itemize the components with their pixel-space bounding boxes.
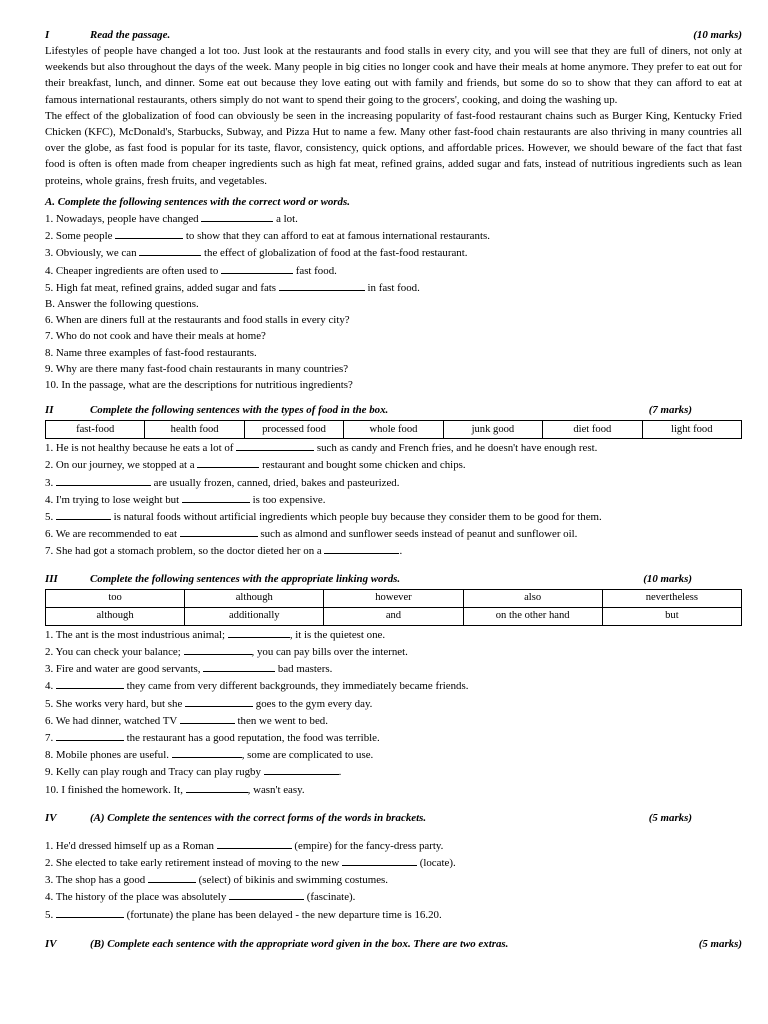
- question-text: 3.: [45, 476, 56, 489]
- question-text: 2. You can check your balance;: [45, 645, 184, 658]
- part-b-instruction: B. Answer the following questions.: [45, 298, 199, 311]
- box-word: whole food: [344, 421, 443, 439]
- section-2-list: [45, 439, 742, 559]
- question-item: [45, 906, 742, 923]
- question-text: 7.: [45, 731, 56, 744]
- section-number: III: [45, 572, 58, 585]
- question-item: 8. Name three examples of fast-food restaurants.: [45, 346, 257, 359]
- question-text: .: [338, 766, 342, 779]
- question-text: 4. I'm trying to lose weight but: [45, 493, 182, 506]
- answer-blank[interactable]: [180, 525, 258, 537]
- section-2-header: [45, 402, 742, 418]
- food-type-box: [45, 420, 742, 439]
- box-word: nevertheless: [602, 589, 741, 607]
- box-word: light food: [642, 421, 741, 439]
- question-text: 5.: [45, 511, 56, 524]
- question-item: [45, 763, 742, 780]
- question-text: 8. Mobile phones are useful.: [45, 749, 172, 762]
- question-text: 1. The ant is the most industrious animal;: [45, 628, 228, 641]
- question-item: [45, 677, 742, 694]
- question-text: 6. We are recommended to eat: [45, 528, 180, 541]
- question-text: , it is the quietest one.: [289, 628, 386, 641]
- answer-blank[interactable]: [279, 279, 365, 291]
- box-word: fast-food: [46, 421, 145, 439]
- question-item: [45, 262, 742, 279]
- section-title: (A) Complete the sentences with the correct forms of the words in brackets.: [90, 811, 427, 824]
- question-item: 10. In the passage, what are the descriptions for nutritious ingredients?: [45, 379, 353, 392]
- answer-blank[interactable]: [324, 542, 399, 554]
- question-text: fast food.: [293, 264, 337, 277]
- section-number: II: [45, 404, 54, 417]
- question-item: [45, 474, 742, 491]
- answer-blank[interactable]: [217, 837, 292, 849]
- question-item: [45, 837, 742, 854]
- answer-blank[interactable]: [184, 643, 252, 655]
- question-text: 2. On our journey, we stopped at a: [45, 459, 198, 472]
- question-item: [45, 279, 742, 296]
- answer-blank[interactable]: [182, 491, 250, 503]
- question-item: [45, 712, 742, 729]
- answer-blank[interactable]: [185, 695, 253, 707]
- question-text: (empire) for the fancy-dress party.: [291, 839, 444, 852]
- question-text: 5.: [45, 908, 56, 921]
- section-4a-list: [45, 837, 742, 923]
- question-text: bad masters.: [275, 663, 333, 676]
- question-text: , some are complicated to use.: [241, 749, 374, 762]
- answer-blank[interactable]: [264, 763, 339, 775]
- question-text: (locate).: [416, 856, 456, 869]
- answer-blank[interactable]: [56, 474, 151, 486]
- answer-blank[interactable]: [56, 729, 124, 741]
- question-item: [45, 643, 742, 660]
- answer-blank[interactable]: [201, 210, 273, 222]
- answer-blank[interactable]: [148, 871, 196, 883]
- question-item: [45, 456, 742, 473]
- box-word: too: [46, 589, 185, 607]
- box-word: on the other hand: [463, 607, 602, 625]
- section-4b-header: [45, 936, 742, 952]
- section-1-header: [45, 27, 742, 43]
- question-item: [45, 871, 742, 888]
- answer-blank[interactable]: [236, 439, 314, 451]
- section-marks: (5 marks): [648, 811, 692, 824]
- section-title: Complete the following sentences with the types of food in the box.: [90, 404, 389, 417]
- question-text: .: [399, 545, 403, 558]
- question-text: the effect of globalization of food at the fast-food restaurant.: [201, 247, 468, 260]
- question-text: 3. Fire and water are good servants,: [45, 663, 204, 676]
- section-marks: (7 marks): [648, 404, 692, 417]
- question-text: 2. Some people: [45, 230, 116, 243]
- question-item: [45, 781, 742, 798]
- question-text: 10. I finished the homework. It,: [45, 783, 186, 796]
- section-number: IV: [45, 811, 57, 824]
- part-b-list: [45, 312, 742, 393]
- box-word: although: [185, 589, 324, 607]
- section-number: I: [45, 29, 50, 41]
- question-item: [45, 491, 742, 508]
- question-text: is natural foods without artificial ingredients which people buy because they consider them to be good for them.: [110, 511, 602, 524]
- answer-blank[interactable]: [342, 854, 417, 866]
- box-word: processed food: [244, 421, 343, 439]
- question-text: 6. We had dinner, watched TV: [45, 714, 180, 727]
- box-word: although: [46, 607, 185, 625]
- part-a-instruction: A. Complete the following sentences with the correct word or words.: [45, 195, 350, 208]
- question-text: 9. Kelly can play rough and Tracy can play rugby: [45, 766, 264, 779]
- question-text: 2. She elected to take early retirement instead of moving to the new: [45, 856, 342, 869]
- question-text: such as candy and French fries, and he doesn't have enough rest.: [314, 442, 598, 455]
- section-number: IV: [45, 937, 57, 950]
- question-text: , you can pay bills over the internet.: [251, 645, 408, 658]
- question-text: restaurant and bought some chicken and chips.: [259, 459, 466, 472]
- question-text: 5. High fat meat, refined grains, added sugar and fats: [45, 281, 279, 294]
- question-text: 7. She had got a stomach problem, so the doctor dieted her on a: [45, 545, 325, 558]
- answer-blank[interactable]: [56, 677, 124, 689]
- answer-blank[interactable]: [186, 781, 248, 793]
- section-title: (B) Complete each sentence with the appropriate word given in the box. There are two extras.: [90, 937, 509, 950]
- answer-blank[interactable]: [203, 660, 275, 672]
- passage-paragraph-1: Lifestyles of people have changed a lot too. Just look at the restaurants and food stalls in every city, and you will see that they are full of diners, not only at weekends but also throughout the days of the week. Many people in big cities no longer cook and have their meals at home anymore. They prefer to eat out for their breakfast, lunch, and dinner. Some eat out because they love eating out with family and friends, but some do so to show that they can afford to eat at famous international restaurants, others simply do not want to spend their going to the grocers', cooking, and doing the washing up.: [45, 45, 742, 106]
- worksheet: [45, 27, 742, 952]
- question-text: (select) of bikinis and swimming costumes.: [195, 874, 389, 887]
- question-item: [45, 626, 742, 643]
- question-text: (fascinate).: [304, 891, 356, 904]
- question-item: [45, 888, 742, 905]
- question-text: 4. Cheaper ingredients are often used to: [45, 264, 222, 277]
- section-title: Complete the following sentences with the appropriate linking words.: [90, 572, 401, 585]
- question-text: , wasn't easy.: [247, 783, 305, 796]
- question-text: they came from very different backgrounds, they immediately became friends.: [123, 680, 469, 693]
- question-item: [45, 439, 742, 456]
- box-word: also: [463, 589, 602, 607]
- question-item: 6. When are diners full at the restaurants and food stalls in every city?: [45, 314, 350, 327]
- question-item: 9. Why are there many fast-food chain restaurants in many countries?: [45, 362, 349, 375]
- question-text: in fast food.: [364, 281, 420, 294]
- box-word: diet food: [543, 421, 642, 439]
- box-word: junk good: [443, 421, 542, 439]
- box-word: but: [602, 607, 741, 625]
- question-item: [45, 227, 742, 244]
- answer-blank[interactable]: [197, 456, 259, 468]
- box-word: health food: [145, 421, 244, 439]
- answer-blank[interactable]: [228, 626, 290, 638]
- question-text: 1. He'd dressed himself up as a Roman: [45, 839, 217, 852]
- question-text: goes to the gym every day.: [253, 697, 373, 710]
- question-item: [45, 746, 742, 763]
- question-text: 4. The history of the place was absolutely: [45, 891, 229, 904]
- question-text: 3. The shop has a good: [45, 874, 148, 887]
- question-item: [45, 854, 742, 871]
- question-text: to show that they can afford to eat at famous international restaurants.: [183, 230, 490, 243]
- section-marks: (5 marks): [698, 937, 742, 950]
- question-item: [45, 729, 742, 746]
- question-text: the restaurant has a good reputation, the food was terrible.: [123, 731, 380, 744]
- answer-blank[interactable]: [221, 262, 293, 274]
- section-4a-header: [45, 810, 742, 826]
- question-text: then we went to bed.: [234, 714, 328, 727]
- question-text: (fortunate) the plane has been delayed - the new departure time is 16.20.: [123, 908, 442, 921]
- answer-blank[interactable]: [115, 227, 183, 239]
- box-word: and: [324, 607, 463, 625]
- question-text: 5. She works very hard, but she: [45, 697, 186, 710]
- question-item: [45, 508, 742, 525]
- answer-blank[interactable]: [139, 244, 201, 256]
- question-text: such as almond and sunflower seeds instead of peanut and sunflower oil.: [257, 528, 578, 541]
- answer-blank[interactable]: [56, 906, 124, 918]
- question-text: 4.: [45, 680, 56, 693]
- question-text: is too expensive.: [249, 493, 326, 506]
- section-title: Read the passage.: [90, 29, 171, 41]
- question-item: 7. Who do not cook and have their meals at home?: [45, 330, 266, 343]
- question-item: [45, 695, 742, 712]
- section-marks: (10 marks): [643, 572, 692, 585]
- question-item: [45, 244, 742, 261]
- question-item: [45, 660, 742, 677]
- answer-blank[interactable]: [56, 508, 111, 520]
- question-item: [45, 542, 742, 559]
- answer-blank[interactable]: [229, 888, 304, 900]
- question-text: 3. Obviously, we can: [45, 247, 140, 260]
- section-3-header: [45, 571, 742, 587]
- linking-words-box: [45, 589, 742, 626]
- section-marks: (10 marks): [693, 29, 742, 41]
- section-3-list: [45, 626, 742, 798]
- question-text: are usually frozen, canned, dried, bakes and pasteurized.: [150, 476, 400, 489]
- answer-blank[interactable]: [172, 746, 242, 758]
- question-text: 1. Nowadays, people have changed: [45, 213, 202, 226]
- part-a-list: [45, 210, 742, 296]
- answer-blank[interactable]: [180, 712, 235, 724]
- question-text: a lot.: [273, 213, 298, 226]
- passage-paragraph-2: The effect of the globalization of food can obviously be seen in the increasing popularity of fast-food restaurant chains such as Burger King, Kentucky Fried Chicken (KFC), McDonald's, Starbucks, Subway, and Pizza Hut to name a few. Many other fast-food chain restaurants are also thriving in many countries all over the globe, as fast food is popular for its taste, flavor, consistency, quick options, and affordable prices. However, we should beware of the fact that fast food is often is often made from cheaper ingredients such as high fat meat, refined grains, added sugar and fats, instead of nutritious ingredients such as lean proteins, whole grains, fresh fruits, and vegetables.: [45, 109, 742, 187]
- box-word: however: [324, 589, 463, 607]
- question-item: [45, 210, 742, 227]
- question-item: [45, 525, 742, 542]
- question-text: 1. He is not healthy because he eats a lot of: [45, 442, 237, 455]
- box-word: additionally: [185, 607, 324, 625]
